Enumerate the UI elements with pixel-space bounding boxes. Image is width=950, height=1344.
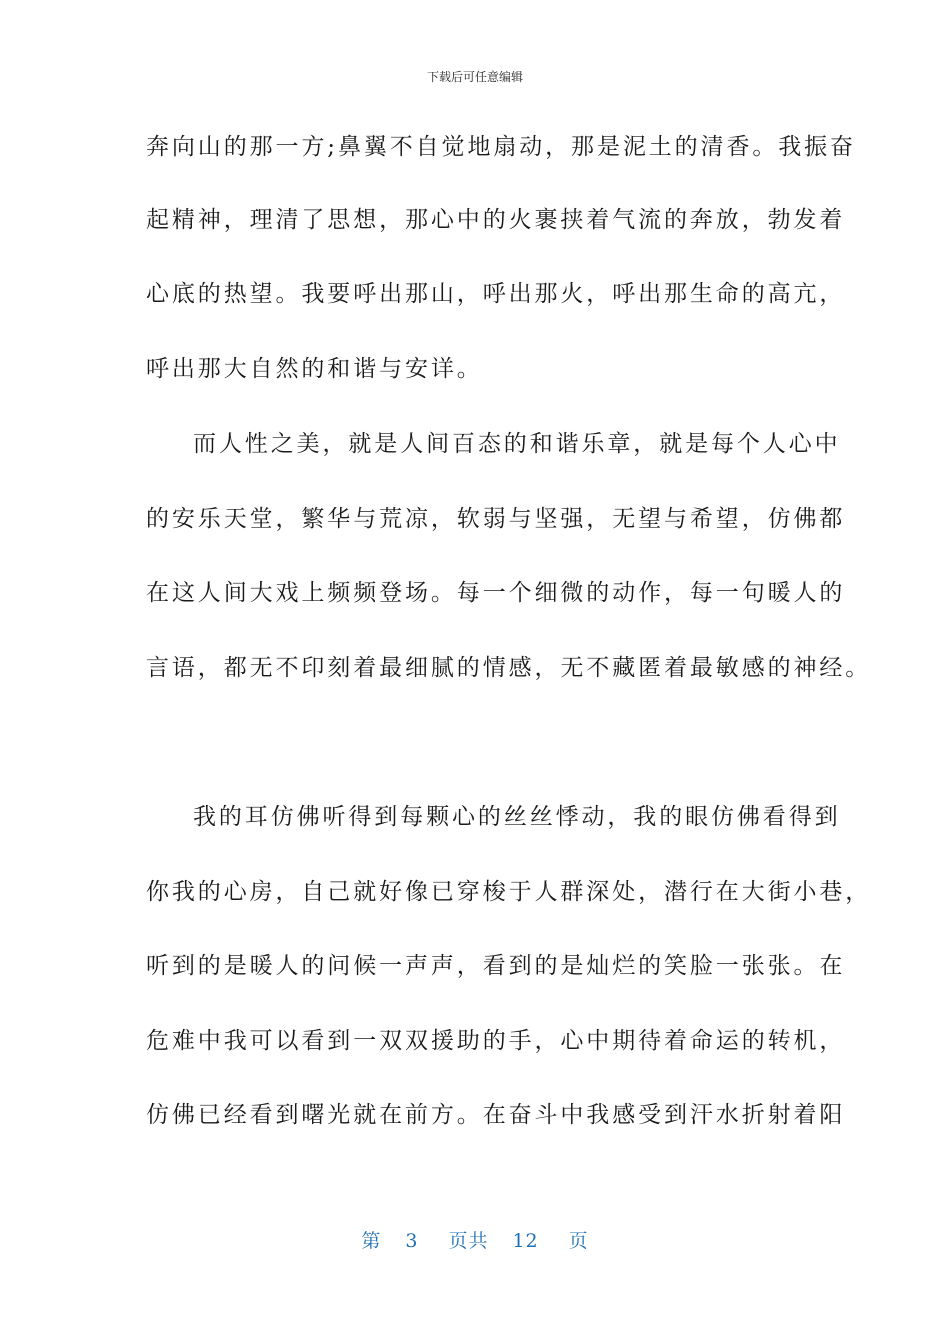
- text-line: 呼出那大自然的和谐与安详。: [146, 356, 483, 382]
- page-number-footer: [0, 1226, 950, 1253]
- text-line: 起精神，理清了思想，那心中的火裹挟着气流的奔放，勃发着: [146, 207, 846, 233]
- footer-prefix: 第: [361, 1230, 382, 1252]
- text-line: 你我的心房，自己就好像已穿梭于人群深处，潜行在大街小巷，: [146, 879, 872, 905]
- footer-middle: 页共: [448, 1230, 489, 1252]
- page-header-note: 下载后可任意编辑: [426, 70, 523, 84]
- text-line: 的安乐天堂，繁华与荒凉，软弱与坚强，无望与希望，仿佛都: [146, 506, 846, 532]
- text-line: 心底的热望。我要呼出那山，呼出那火，呼出那生命的高亢，: [146, 281, 846, 307]
- text-line: 奔向山的那一方;鼻翼不自觉地扇动，那是泥土的清香。我振奋: [146, 134, 856, 160]
- text-line: 危难中我可以看到一双双援助的手，心中期待着命运的转机，: [146, 1028, 846, 1054]
- footer-page-number: 3: [405, 1230, 419, 1252]
- text-line: 言语，都无不印刻着最细腻的情感，无不藏匿着最敏感的神经。: [146, 655, 872, 681]
- footer-total-pages: 12: [512, 1230, 539, 1252]
- text-line: 我的耳仿佛听得到每颗心的丝丝悸动，我的眼仿佛看得到: [193, 804, 841, 830]
- footer-suffix: 页: [568, 1230, 589, 1252]
- text-line: 在这人间大戏上频频登场。每一个细微的动作，每一句暖人的: [146, 580, 846, 606]
- text-line: 仿佛已经看到曙光就在前方。在奋斗中我感受到汗水折射着阳: [146, 1102, 846, 1128]
- text-line: 而人性之美，就是人间百态的和谐乐章，就是每个人心中: [193, 431, 841, 457]
- text-line: 听到的是暖人的问候一声声，看到的是灿烂的笑脸一张张。在: [146, 953, 846, 979]
